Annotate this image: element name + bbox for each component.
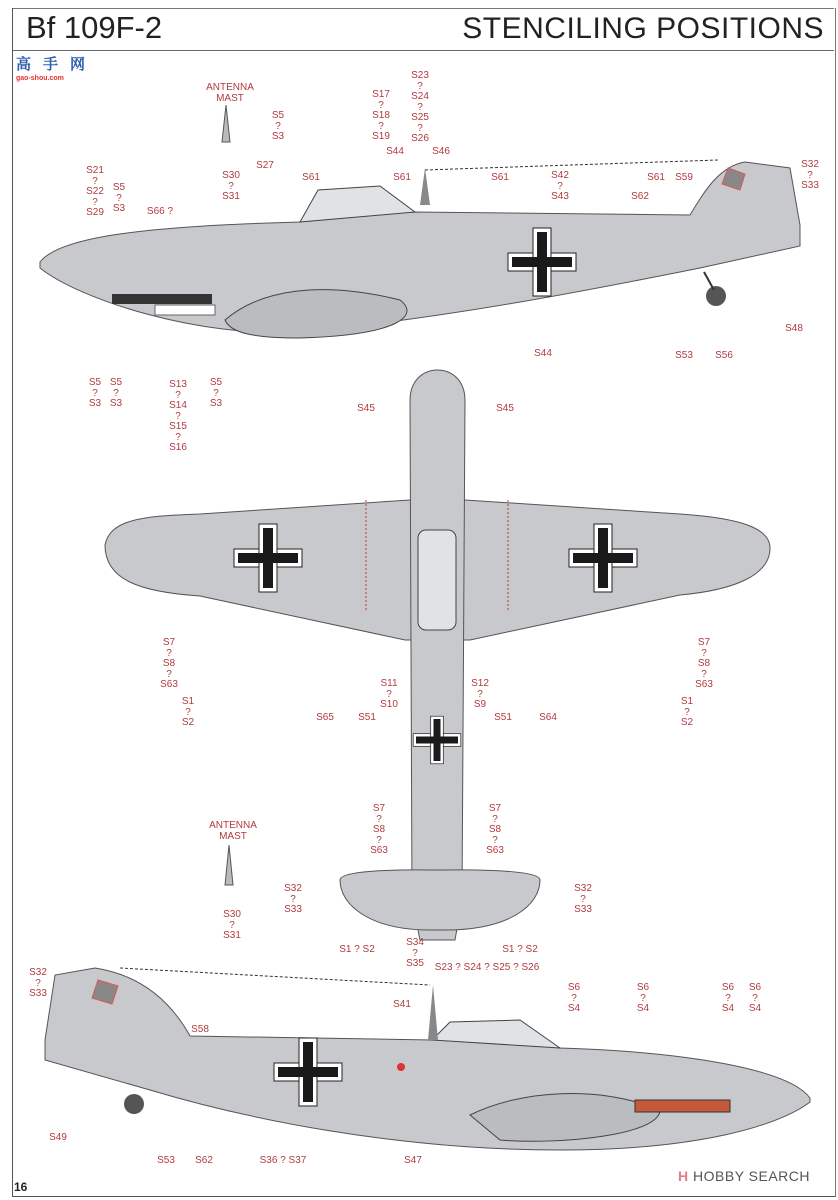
label-stencil: S5 ? S3	[112, 182, 126, 214]
label-stencil: S7 ? S8 ? S63	[160, 637, 178, 690]
label-stencil: S44	[534, 348, 552, 359]
label-stencil: S12 ? S9	[471, 678, 489, 710]
label-stencil: S6 ? S4	[721, 982, 735, 1014]
label-stencil: S59	[675, 172, 693, 183]
label-stencil: S32 ? S33	[29, 967, 47, 999]
label-stencil: S7 ? S8 ? S63	[695, 637, 713, 690]
label-stencil: S61	[647, 172, 665, 183]
label-stencil: S30 ? S31	[222, 170, 240, 202]
label-stencil: S51	[494, 712, 512, 723]
model-title: Bf 109F-2	[26, 10, 163, 45]
label-stencil: S23 ? S24 ? S25 ? S26	[411, 70, 429, 144]
label-stencil: S1 ? S2	[181, 696, 195, 728]
page-number: 16	[14, 1180, 28, 1194]
label-stencil: S32 ? S33	[284, 883, 302, 915]
label-stencil: S30 ? S31	[223, 909, 241, 941]
label-stencil: S21 ? S22 ? S29	[86, 165, 104, 218]
label-stencil: S5 ? S3	[109, 377, 123, 409]
label-stencil: S1 ? S2	[502, 944, 538, 955]
label-stencil: S49	[49, 1132, 67, 1143]
brand-watermark	[678, 1168, 810, 1184]
label-stencil: S62	[195, 1155, 213, 1166]
label-stencil: S56	[715, 350, 733, 361]
label-stencil: S6 ? S4	[748, 982, 762, 1014]
label-stencil: S47	[404, 1155, 422, 1166]
label-stencil: S61	[393, 172, 411, 183]
label-stencil: S27	[256, 160, 274, 171]
label-stencil: S36 ? S37	[259, 1155, 307, 1166]
label-stencil: S7 ? S8 ? S63	[486, 803, 504, 856]
label-stencil: S62	[631, 191, 649, 202]
label-stencil: S7 ? S8 ? S63	[370, 803, 388, 856]
label-antenna-mast: ANTENNA MAST	[206, 82, 254, 104]
label-stencil: S6 ? S4	[636, 982, 650, 1014]
label-stencil: S48	[785, 323, 803, 334]
label-stencil: S64	[539, 712, 557, 723]
label-stencil: S5 ? S3	[88, 377, 102, 409]
label-stencil: S23 ? S24 ? S25 ? S26	[434, 962, 540, 973]
label-stencil: S6 ? S4	[567, 982, 581, 1014]
label-antenna-mast: ANTENNA MAST	[209, 820, 257, 842]
label-stencil: S45	[496, 403, 514, 414]
section-title: STENCILING POSITIONS	[462, 12, 824, 45]
label-stencil: S46	[432, 146, 450, 157]
label-stencil: S41	[393, 999, 411, 1010]
antenna-mast-icon	[225, 845, 233, 885]
label-stencil: S61	[302, 172, 320, 183]
label-stencil: S58	[191, 1024, 209, 1035]
label-stencil: S51	[358, 712, 376, 723]
side-view-starboard	[45, 968, 810, 1150]
label-stencil: S1 ? S2	[339, 944, 375, 955]
label-stencil: S65	[316, 712, 334, 723]
label-stencil: S17 ? S18 ? S19	[372, 89, 390, 142]
label-stencil: S53	[157, 1155, 175, 1166]
label-stencil: S11 ? S10	[380, 678, 398, 710]
watermark-chars: 高手网	[16, 56, 98, 73]
label-stencil: S66 ?	[146, 206, 174, 217]
label-stencil: S53	[675, 350, 693, 361]
top-view	[105, 370, 770, 940]
label-stencil: S13 ? S14 ? S15 ? S16	[169, 379, 187, 453]
label-stencil: S5 ? S3	[271, 110, 285, 142]
label-stencil: S44	[386, 146, 404, 157]
label-stencil: S34 ? S35	[406, 937, 424, 969]
label-stencil: S1 ? S2	[680, 696, 694, 728]
label-stencil: S42 ? S43	[551, 170, 569, 202]
label-stencil: S45	[357, 403, 375, 414]
antenna-mast-icon	[222, 105, 230, 142]
brand-logo-icon: H	[678, 1168, 689, 1184]
brand-text: HOBBY SEARCH	[693, 1168, 811, 1184]
watermark-url: gao-shou.com	[16, 75, 64, 82]
label-stencil: S61	[491, 172, 509, 183]
label-stencil: S5 ? S3	[209, 377, 223, 409]
label-stencil: S32 ? S33	[801, 159, 819, 191]
label-stencil: S32 ? S33	[574, 883, 592, 915]
